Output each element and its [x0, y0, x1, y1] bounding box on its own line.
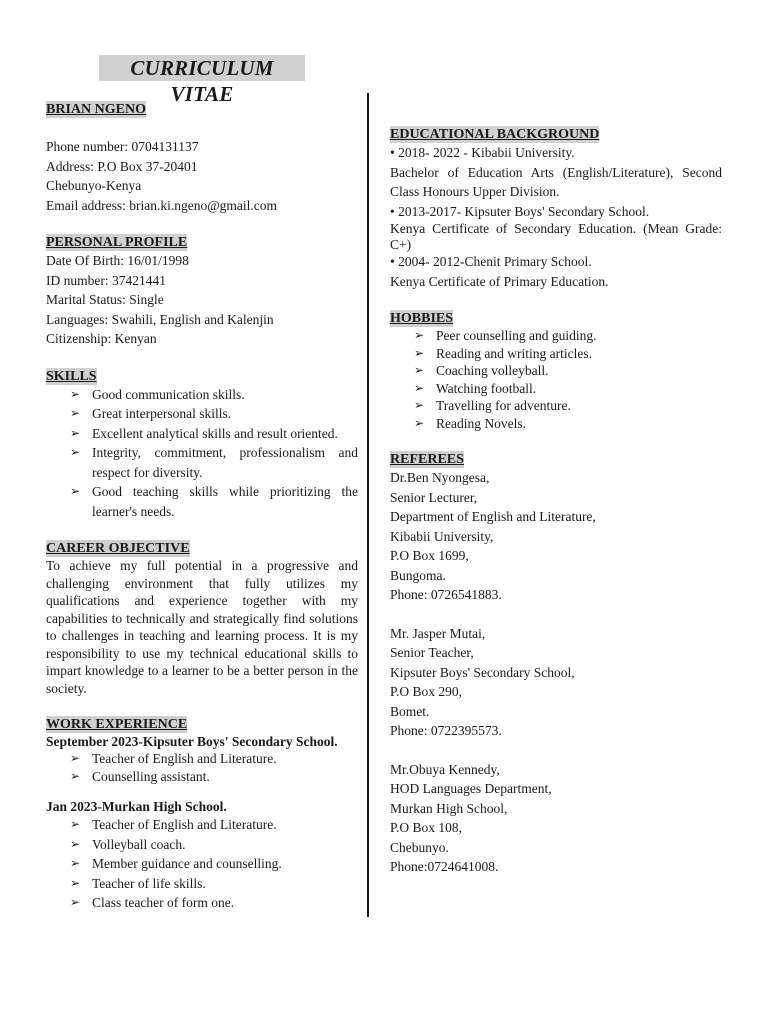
- arrow-bullet-icon: ➢: [414, 328, 425, 342]
- referee-block: [390, 760, 722, 877]
- job-title: Jan 2023-Murkan High School.: [46, 799, 227, 814]
- list-item: ➢ Excellent analytical skills and result oriented.: [70, 424, 358, 444]
- hobbies-section: [390, 310, 722, 432]
- list-item: ➢ Teacher of life skills.: [70, 874, 358, 894]
- referee-line: Senior Teacher,: [390, 645, 474, 660]
- referee-line: Phone:0724641008.: [390, 859, 499, 874]
- list-item: ➢ Teacher of English and Literature.: [70, 815, 358, 835]
- arrow-bullet-icon: ➢: [70, 875, 81, 890]
- arrow-bullet-icon: ➢: [70, 406, 81, 420]
- referee-line: Mr.Obuya Kennedy,: [390, 761, 500, 777]
- job-title: September 2023-Kipsuter Boys' Secondary School.: [46, 734, 338, 749]
- column-divider: [367, 93, 369, 917]
- list-item: ➢ Good communication skills.: [70, 385, 358, 405]
- contact-block: [46, 137, 358, 215]
- list-item: ➢ Member guidance and counselling.: [70, 854, 358, 874]
- referee-line: Bungoma.: [390, 567, 446, 583]
- referee-line: Murkan High School,: [390, 800, 508, 816]
- candidate-name: BRIAN NGENO: [46, 102, 146, 117]
- arrow-bullet-icon: ➢: [70, 425, 81, 440]
- objective-paragraph: To achieve my full potential in a progressive and challenging environment that fully utilizes my qualifications and experience together with my capabilities to technically and strategically find solutions to challenges in teaching and learning process. It is my responsibility to use my technical educational skills to impart knowledge to a learner to be a better person in the society.: [46, 558, 358, 696]
- list-item: ➢ Watching football.: [414, 380, 537, 396]
- arrow-bullet-icon: ➢: [414, 363, 425, 377]
- arrow-bullet-icon: ➢: [414, 380, 425, 395]
- arrow-bullet-icon: ➢: [70, 768, 81, 783]
- education-detail: Kenya Certificate of Primary Education.: [390, 273, 609, 289]
- email-line: Email address: brian.ki.ngeno@gmail.com: [46, 197, 278, 213]
- referee-line: P.O Box 108,: [390, 820, 463, 835]
- arrow-bullet-icon: ➢: [70, 817, 81, 831]
- list-item: ➢ Travelling for adventure.: [414, 398, 571, 413]
- personal-profile-section: [46, 234, 358, 349]
- education-school: • 2004- 2012-Chenit Primary School.: [390, 254, 592, 269]
- education-detail: Bachelor of Education Arts (English/Literature), Second Class Honours Upper Division.: [390, 164, 722, 199]
- list-item: ➢ Integrity, commitment, professionalism and respect for diversity.: [70, 445, 358, 480]
- arrow-bullet-icon: ➢: [414, 345, 425, 360]
- section-heading: SKILLS: [46, 368, 97, 384]
- referee-line: Phone: 0726541883.: [390, 587, 502, 602]
- career-objective-section: [46, 540, 358, 697]
- referee-line: Chebunyo.: [390, 839, 449, 855]
- list-item: ➢ Class teacher of form one.: [70, 893, 358, 913]
- arrow-bullet-icon: ➢: [70, 836, 81, 851]
- section-heading: CAREER OBJECTIVE: [46, 541, 190, 556]
- list-item: ➢ Counselling assistant.: [70, 768, 210, 784]
- section-heading: REFEREES: [390, 452, 464, 467]
- referees-section: [390, 451, 722, 877]
- education-school: • 2018- 2022 - Kibabii University.: [390, 145, 575, 160]
- referee-line: Bomet.: [390, 703, 430, 719]
- referee-block: [390, 468, 722, 605]
- arrow-bullet-icon: ➢: [70, 484, 81, 498]
- referee-line: HOD Languages Department,: [390, 781, 552, 796]
- list-item: ➢ Good teaching skills while prioritizing the learner's needs.: [70, 484, 358, 519]
- town-line: Chebunyo-Kenya: [46, 178, 142, 193]
- skills-section: [46, 368, 358, 522]
- list-item: ➢ Volleyball coach.: [70, 835, 358, 855]
- arrow-bullet-icon: ➢: [70, 386, 81, 401]
- referee-line: Phone: 0722395573.: [390, 723, 502, 738]
- referee-line: P.O Box 1699,: [390, 548, 469, 563]
- profile-line: Citizenship: Kenyan: [46, 331, 157, 346]
- document-title: CURRICULUM VITAE: [99, 55, 305, 81]
- education-detail: Kenya Certificate of Secondary Education. (Mean Grade: C+): [390, 221, 722, 252]
- profile-line: Marital Status: Single: [46, 292, 164, 307]
- referee-line: P.O Box 290,: [390, 684, 463, 699]
- education-section: [390, 126, 722, 291]
- arrow-bullet-icon: ➢: [414, 415, 425, 430]
- list-item: ➢ Great interpersonal skills.: [70, 404, 358, 424]
- referee-line: Kibabii University,: [390, 528, 494, 544]
- referee-line: Mr. Jasper Mutai,: [390, 625, 486, 641]
- education-school: • 2013-2017- Kipsuter Boys' Secondary School.: [390, 203, 650, 219]
- skills-list: [46, 385, 358, 522]
- referee-line: Senior Lecturer,: [390, 489, 478, 505]
- profile-line: ID number: 37421441: [46, 272, 166, 288]
- address-line: Address: P.O Box 37-20401: [46, 158, 198, 174]
- arrow-bullet-icon: ➢: [414, 398, 425, 412]
- arrow-bullet-icon: ➢: [70, 445, 81, 459]
- section-heading: HOBBIES: [390, 311, 454, 326]
- list-item: ➢ Teacher of English and Literature.: [70, 751, 277, 766]
- list-item: ➢ Reading and writing articles.: [414, 345, 592, 361]
- profile-line: Languages: Swahili, English and Kalenjin: [46, 311, 274, 327]
- left-column: [46, 101, 358, 913]
- list-item: ➢ Coaching volleyball.: [414, 363, 549, 378]
- list-item: ➢ Reading Novels.: [414, 415, 526, 431]
- section-heading: EDUCATIONAL BACKGROUND: [390, 127, 600, 142]
- section-heading: PERSONAL PROFILE: [46, 235, 188, 250]
- phone-line: Phone number: 0704131137: [46, 139, 199, 154]
- duties-list: [46, 815, 358, 913]
- referee-block: [390, 624, 722, 741]
- right-column: [390, 126, 722, 877]
- work-experience-section: [46, 716, 358, 913]
- duties-list: [46, 750, 358, 785]
- profile-line: Date Of Birth: 16/01/1998: [46, 253, 189, 268]
- referee-line: Kipsuter Boys' Secondary School,: [390, 664, 575, 680]
- arrow-bullet-icon: ➢: [70, 895, 81, 909]
- section-heading: WORK EXPERIENCE: [46, 717, 188, 732]
- arrow-bullet-icon: ➢: [70, 751, 81, 765]
- arrow-bullet-icon: ➢: [70, 856, 81, 870]
- referee-line: Department of English and Literature,: [390, 509, 596, 524]
- hobbies-list: [390, 327, 722, 432]
- referee-line: Dr.Ben Nyongesa,: [390, 470, 490, 485]
- list-item: ➢ Peer counselling and guiding.: [414, 328, 597, 343]
